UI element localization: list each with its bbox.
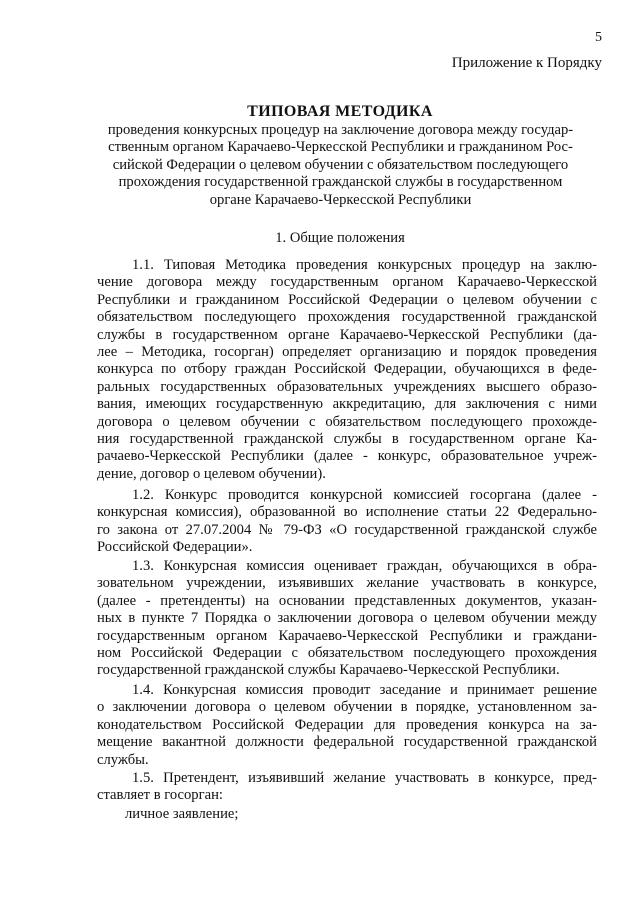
- list-item: личное заявление;: [125, 806, 239, 822]
- subtitle-line: ственным органом Карачаево-Черкесской Республики и гражданином Рос-: [108, 139, 573, 156]
- paragraph-line: конкурсная комиссия), образованной во исполнение статьи 22 Федерально-: [97, 504, 597, 521]
- document-subtitle: [88, 122, 593, 209]
- paragraph-line: службы в государственном органе Карачаево-Черкесской Республики (да-: [97, 326, 597, 343]
- paragraph-line: чение договора между государственным органом Карачаево-Черкесской: [97, 274, 597, 291]
- appendix-label: Приложение к Порядку: [451, 55, 602, 71]
- paragraph-1-2: [97, 487, 597, 557]
- subtitle-line: проведения конкурсных процедур на заключение договора между государ-: [107, 122, 574, 138]
- paragraph-1-1: [97, 257, 597, 483]
- paragraph-1-4: [97, 682, 597, 769]
- page-number: 5: [595, 30, 602, 45]
- paragraph-line: обязательством последующего прохождения государственной гражданской: [97, 309, 597, 326]
- paragraph-1-3: [97, 558, 597, 680]
- paragraph-line: дение, договор о целевом обучении).: [97, 465, 326, 482]
- paragraph-line: договора о целевом обучении с обязательством последующего прохожде-: [97, 413, 597, 430]
- paragraph-line: конкурса по отбору граждан Российской Федерации, обучающихся в феде-: [97, 361, 597, 378]
- subtitle-line: сийской Федерации о целевом обучении с обязательством последующего: [112, 156, 569, 173]
- paragraph-line: ном Российской Федерации с обязательством последующего прохождения: [97, 645, 597, 662]
- paragraph-line: мещение вакантной должности федеральной государственной гражданской: [97, 734, 597, 751]
- list-item-personal-statement: [97, 806, 597, 823]
- subtitle-line: прохождения государственной гражданской службы в государственном: [118, 174, 563, 191]
- paragraph-line: вания, имеющих государственную аккредитацию, для заключения с ними: [97, 396, 597, 413]
- section-heading: 1. Общие положения: [275, 230, 405, 246]
- paragraph-line: службы.: [97, 751, 149, 768]
- paragraph-line: 1.1. Типовая Методика проведения конкурсных процедур на заклю-: [132, 257, 597, 273]
- paragraph-line: ных в пункте 7 Порядка о заключении договора о целевом обучении между: [97, 610, 597, 627]
- paragraph-line: о заключении договора о целевом обучении в порядке, установленном за-: [97, 699, 597, 716]
- paragraph-line: 1.5. Претендент, изъявивший желание участвовать в конкурсе, пред-: [132, 770, 597, 786]
- paragraph-line: го закона от 27.07.2004 № 79-ФЗ «О государственной гражданской службе: [97, 521, 597, 538]
- paragraph-line: 1.2. Конкурс проводится конкурсной комиссией госоргана (далее -: [132, 487, 597, 503]
- paragraph-line: государственным органом Карачаево-Черкесской Республики и граждани-: [97, 627, 597, 644]
- paragraph-line: (далее - претенденты) на основании представленных документов, указан-: [97, 592, 597, 609]
- document-title: ТИПОВАЯ МЕТОДИКА: [247, 103, 433, 120]
- paragraph-line: государственной гражданской службы Карачаево-Черкесской Республики.: [97, 662, 560, 679]
- paragraph-line: лее – Методика, госорган) определяет организацию и порядок проведения: [97, 344, 597, 361]
- paragraph-line: конодательством Российской Федерации для проведения конкурса на за-: [97, 716, 597, 733]
- paragraph-line: 1.3. Конкурсная комиссия оценивает граждан, обучающихся в обра-: [132, 558, 597, 574]
- paragraph-line: ставляет в госорган:: [97, 787, 223, 804]
- paragraph-1-5: [97, 770, 597, 805]
- paragraph-line: Республики и гражданином Российской Федерации о целевом обучении с: [97, 291, 597, 308]
- paragraph-line: зовательном учреждении, изъявивших желание участвовать в конкурсе,: [97, 575, 597, 592]
- subtitle-line: органе Карачаево-Черкесской Республики: [209, 191, 472, 208]
- paragraph-line: 1.4. Конкурсная комиссия проводит заседание и принимает решение: [132, 682, 597, 698]
- paragraph-line: ральных государственных образовательных учреждениях высшего образо-: [97, 378, 597, 395]
- paragraph-line: рачаево-Черкесской Республики (далее - конкурс, образовательное учреж-: [97, 448, 597, 465]
- paragraph-line: Российской Федерации».: [97, 539, 253, 556]
- paragraph-line: ния государственной гражданской службы в государственном органе Ка-: [97, 431, 597, 448]
